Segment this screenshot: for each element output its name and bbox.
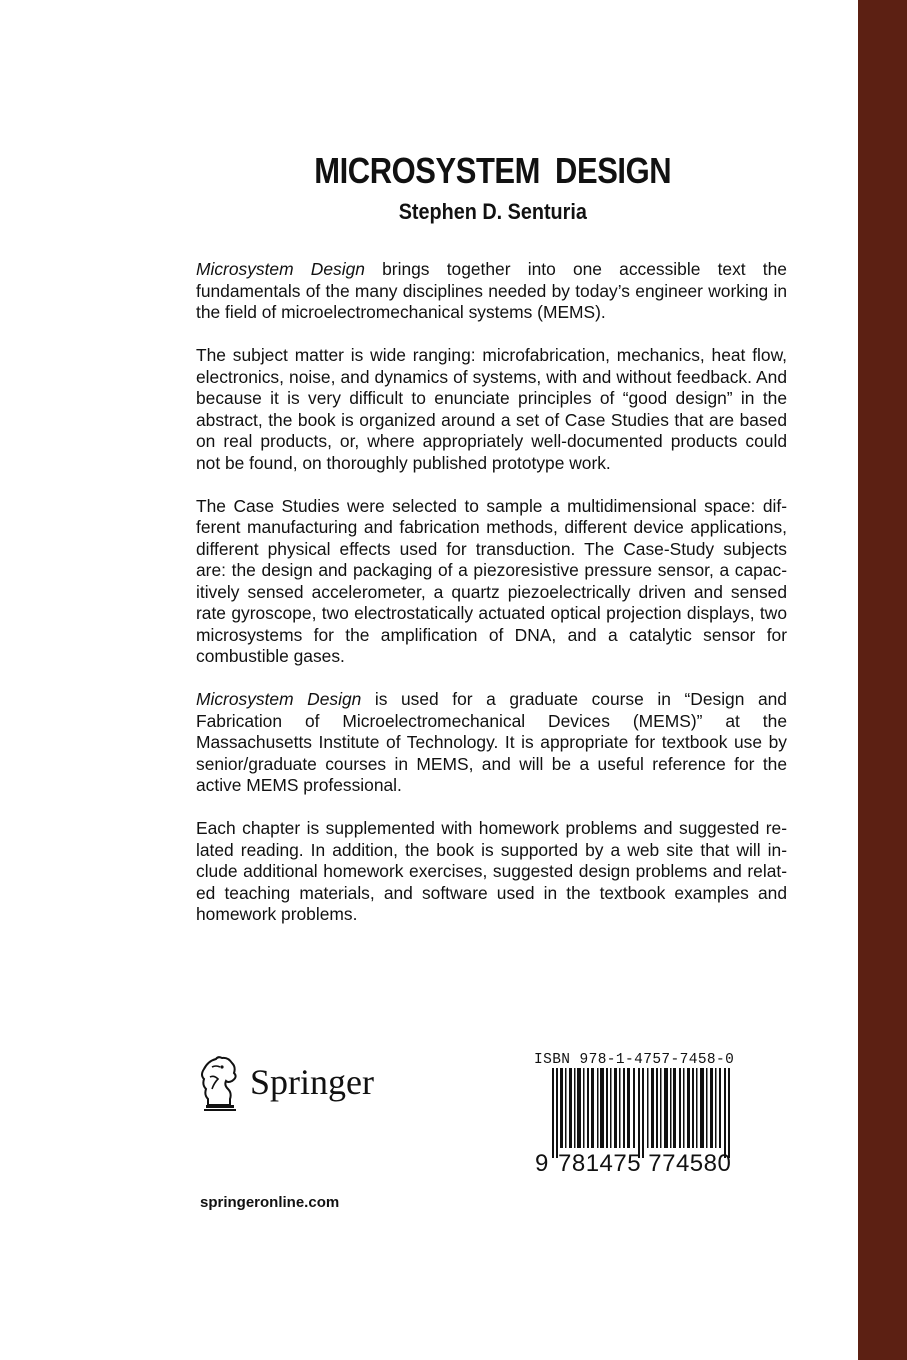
spine-strip xyxy=(858,0,907,1360)
blurb-paragraph-2: The subject matter is wide ranging: microfabrication, mechanics, heat flow, electronics, noise, and dynamics of systems, with and without feedback. And because it is very difficult to enunciate principles of “good design” in the abstract, the book is organized around a set of Case Studies that are based on real products, or, where appropriately well-documented products could not be found, on thoroughly published prototype work. xyxy=(196,345,787,473)
blurb-paragraph-5: Each chapter is supplemented with homework problems and suggested related reading. In addition, the book is supported by a web site that will include additional homework exercises, suggested design problems and related teaching materials, and software used in the textbook examples and homework problems. xyxy=(196,818,787,924)
barcode-digits: 781475 774580 xyxy=(558,1150,732,1177)
publisher-name: Springer xyxy=(250,1062,374,1102)
blurb-paragraph-1 xyxy=(196,259,787,324)
blurb-paragraph-1-text: brings together into one accessible text the fundamentals of the many disciplines needed by today’s engineer working in the field of microelectromechanical systems (MEMS). xyxy=(196,259,787,322)
blurb xyxy=(196,259,787,947)
book-author xyxy=(49,199,821,225)
barcode-digit-first: 9 xyxy=(535,1150,549,1177)
blurb-paragraph-4-italic: Microsystem Design xyxy=(196,689,362,709)
book-title xyxy=(69,150,807,192)
book-author-text: Stephen D. Senturia xyxy=(398,199,587,224)
book-title-text: MICROSYSTEM DESIGN xyxy=(314,150,672,191)
publisher-website: springeronline.com xyxy=(200,1194,340,1211)
blurb-paragraph-4 xyxy=(196,689,787,797)
blurb-paragraph-3: The Case Studies were selected to sample a multidimensional space: different manufacturing and fabrication methods, different device applications, different physical effects used for transduction. The Case-Study subjects are: the design and packaging of a piezoresistive pressure sensor, a capacitively sensed accelerometer, a quartz piezoelectrically driven and sensed rate gyroscope, two electrostatically actuated optical projection displays, two microsystems for the amplification of DNA, and a catalytic sensor for combustible gases. xyxy=(196,495,787,666)
isbn-label: ISBN 978-1-4757-7458-0 xyxy=(534,1052,735,1068)
barcode xyxy=(552,1068,730,1158)
springer-horse-icon xyxy=(198,1055,242,1111)
publisher-logo xyxy=(198,1055,398,1115)
blurb-paragraph-1-italic: Microsystem Design xyxy=(196,259,365,279)
blurb-paragraph-4-text: is used for a graduate course in “Design and Fabrication of Microelectromechanical Devices (MEMS)” at the Massachusetts Institute of Technology. It is appropriate for textbook use by senior/graduate courses in MEMS, and will be a useful reference for the active MEMS professional. xyxy=(196,689,787,795)
